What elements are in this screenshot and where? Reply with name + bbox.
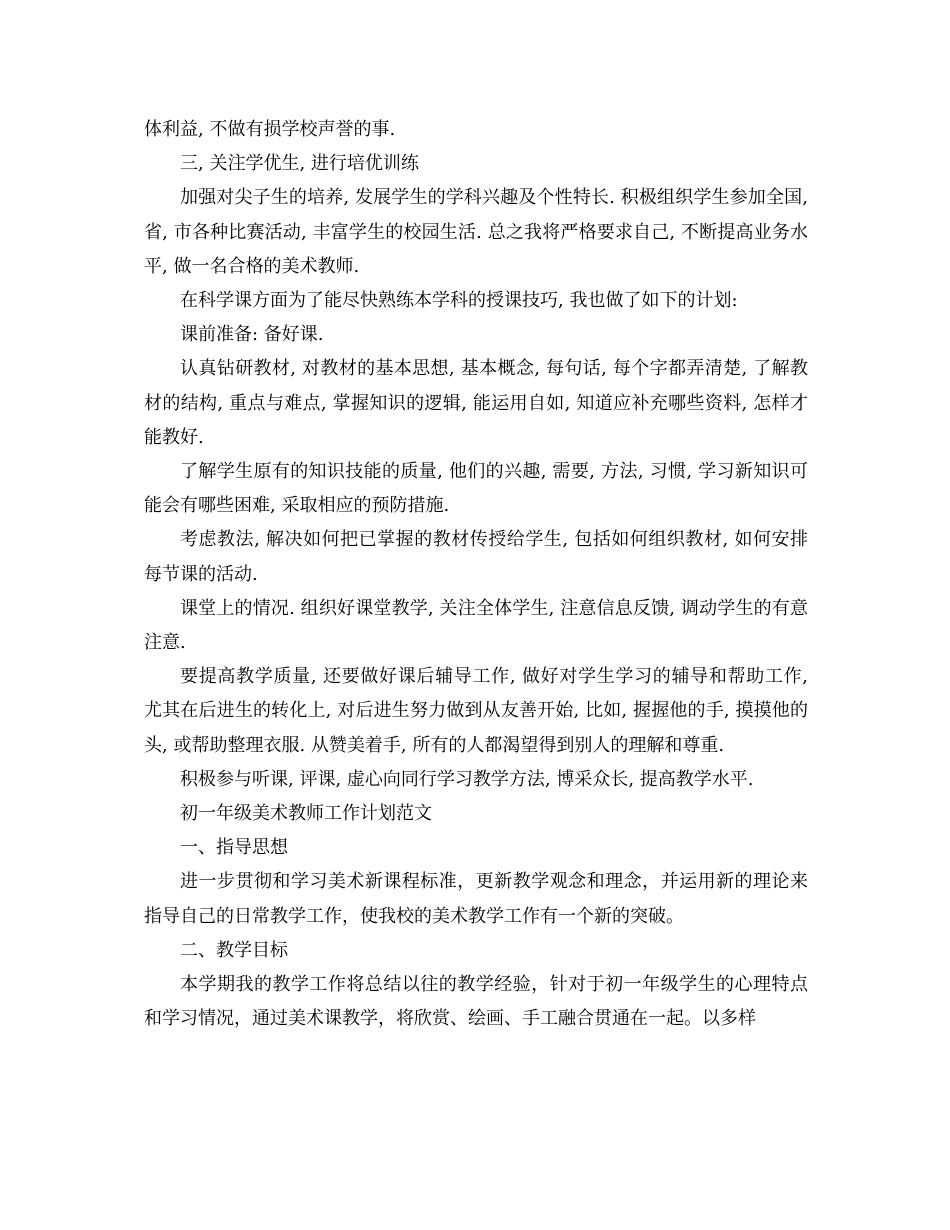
paragraph: 课堂上的情况. 组织好课堂教学, 关注全体学生, 注意信息反馈, 调动学生的有意注意. bbox=[144, 597, 808, 654]
paragraph: 了解学生原有的知识技能的质量, 他们的兴趣, 需要, 方法, 习惯, 学习新知识可能会有哪些困难, 采取相应的预防措施. bbox=[144, 461, 808, 517]
paragraph: 认真钻研教材, 对教材的基本思想, 基本概念, 每句话, 每个字都弄清楚, 了解教材的结构, 重点与难点, 掌握知识的逻辑, 能运用自如, 知道应补充哪些资料, 怎样才能教好. bbox=[144, 358, 808, 448]
section-heading-top-students: 三, 关注学优生, 进行培优训练 bbox=[180, 153, 419, 175]
paragraph: 积极参与听课, 评课, 虚心向同行学习教学方法, 博采众长, 提高教学水平. bbox=[180, 768, 754, 790]
paragraph: 进一步贯彻和学习美术新课程标准，更新教学观念和理念，并运用新的理论来指导自己的日常教学工作，使我校的美术教学工作有一个新的突破。 bbox=[144, 871, 808, 927]
paragraph: 本学期我的教学工作将总结以往的教学经验，针对于初一年级学生的心理特点和学习情况，通过美术课教学，将欣赏、绘画、手工融合贯通在一起。以多样 bbox=[144, 974, 808, 1030]
section-heading-guiding-thought: 一、指导思想 bbox=[180, 837, 288, 859]
paragraph: 加强对尖子生的培养, 发展学生的学科兴趣及个性特长. 积极组织学生参加全国, 省, 市各种比赛活动, 丰富学生的校园生活. 总之我将严格要求自己, 不断提高业务水平, 做一名合格的美术教师. bbox=[144, 187, 808, 277]
paragraph: 要提高教学质量, 还要做好课后辅导工作, 做好对学生学习的辅导和帮助工作, 尤其在后进生的转化上, 对后进生努力做到从友善开始, 比如, 握握他的手, 摸摸他的头, 或帮助整理衣服. 从赞美着手, 所有的人都渴望得到别人的理解和尊重. bbox=[144, 666, 808, 756]
document-subtitle: 初一年级美术教师工作计划范文 bbox=[180, 803, 432, 825]
paragraph: 考虑教法, 解决如何把已掌握的教材传授给学生, 包括如何组织教材, 如何安排每节课的活动. bbox=[144, 529, 808, 585]
paragraph: 在科学课方面为了能尽快熟练本学科的授课技巧, 我也做了如下的计划: bbox=[180, 290, 738, 312]
paragraph-continuation: 体利益, 不做有损学校声誉的事. bbox=[144, 119, 396, 140]
document-page bbox=[144, 113, 808, 1036]
paragraph: 课前准备: 备好课. bbox=[180, 324, 324, 346]
section-heading-teaching-goals: 二、教学目标 bbox=[180, 939, 288, 961]
